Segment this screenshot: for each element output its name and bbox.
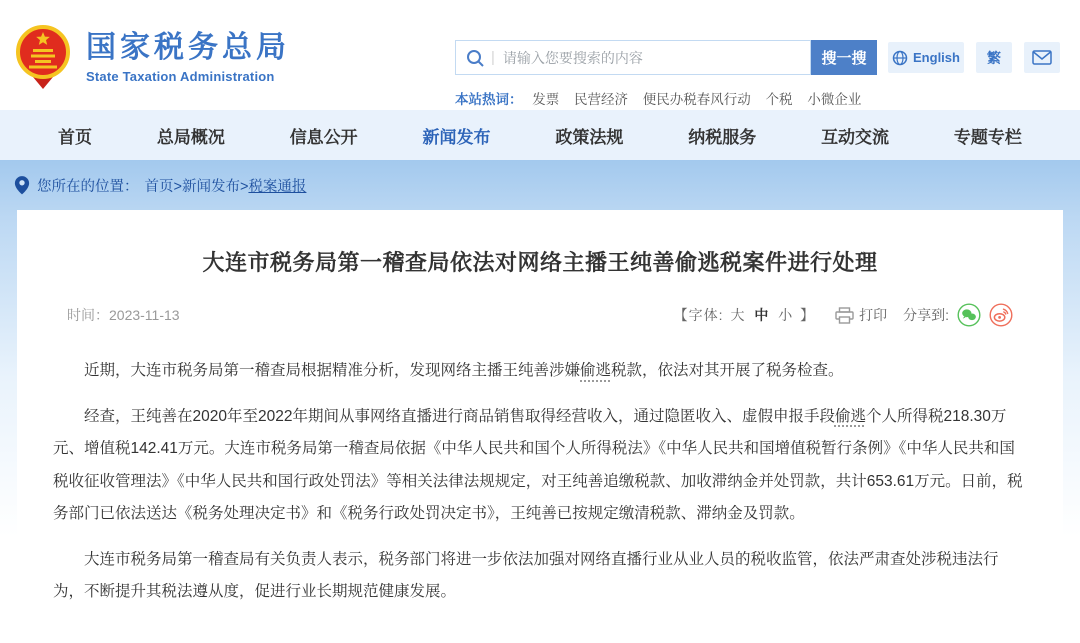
hot-word-link[interactable]: 发票 (532, 92, 560, 107)
traditional-chinese-button[interactable]: 繁 (976, 42, 1012, 73)
print-button[interactable] (835, 305, 887, 325)
article-paragraph: 近期，大连市税务局第一稽查局根据精准分析，发现网络主播王纯善涉嫌偷逃税款，依法对其开展了税务检查。 (84, 362, 844, 379)
breadcrumb-current[interactable]: 税案通报 (248, 178, 307, 195)
hot-word-link[interactable]: 小微企业 (807, 92, 862, 107)
font-widget-suffix: 】 (800, 307, 816, 323)
national-emblem-icon (14, 24, 72, 90)
hot-word-link[interactable]: 个税 (765, 92, 793, 107)
nav-item-tax-services[interactable]: 纳税服务 (688, 127, 757, 147)
location-pin-icon (14, 175, 30, 195)
globe-icon (892, 50, 908, 66)
article-body (53, 355, 1027, 609)
article-title: 大连市税务局第一稽查局依法对网络主播王纯善偷逃税案件进行处理 (202, 250, 878, 275)
nav-item-policies[interactable]: 政策法规 (555, 127, 624, 147)
date-value: 2023-11-13 (109, 307, 180, 323)
article-date (67, 305, 180, 325)
english-label: English (913, 50, 960, 65)
breadcrumb (0, 160, 1080, 210)
search-box[interactable] (455, 40, 811, 75)
font-size-medium-button[interactable]: 中 (754, 307, 770, 323)
site-subtitle: State Taxation Administration (86, 68, 275, 84)
site-logo[interactable] (14, 24, 290, 90)
font-widget-prefix: 【字体: (673, 307, 724, 323)
hot-word-link[interactable]: 民营经济 (574, 92, 629, 107)
search-input[interactable] (503, 50, 800, 66)
print-label: 打印 (859, 307, 888, 323)
nav-item-news[interactable]: 新闻发布 (422, 127, 491, 147)
nav-item-overview[interactable]: 总局概况 (156, 127, 225, 147)
site-header (0, 0, 1080, 110)
nav-item-interaction[interactable]: 互动交流 (821, 127, 890, 147)
article-paragraph: 大连市税务局第一稽查局有关负责人表示，税务部门将进一步依法加强对网络直播行业从业人员的税收监管，依法严肃查处涉税违法行为，不断提升其税法遵从度，促进行业长期规范健康发展。 (53, 550, 999, 601)
printer-icon (835, 307, 854, 324)
share-wechat-button[interactable] (957, 303, 981, 327)
nav-item-special-columns[interactable]: 专题专栏 (953, 127, 1022, 147)
page-body (0, 160, 1080, 643)
search-divider: | (491, 49, 495, 66)
time-label: 时间： (67, 307, 109, 323)
nav-item-home[interactable]: 首页 (58, 127, 92, 147)
share-label: 分享到: (903, 307, 949, 323)
nav-item-info-disclosure[interactable]: 信息公开 (289, 127, 358, 147)
english-language-button[interactable] (888, 42, 964, 73)
font-size-small-button[interactable]: 小 (778, 307, 794, 323)
search-button[interactable]: 搜一搜 (811, 40, 877, 75)
font-size-widget (674, 305, 815, 325)
weibo-icon (989, 303, 1013, 327)
article-meta-row (67, 303, 1013, 327)
font-size-large-button[interactable]: 大 (730, 307, 746, 323)
main-nav (0, 110, 1080, 160)
breadcrumb-label: 您所在的位置： (37, 178, 139, 195)
search-bar (455, 40, 877, 75)
search-icon (466, 49, 484, 67)
share-weibo-button[interactable] (989, 303, 1013, 327)
site-title: 国家税务总局 (86, 30, 290, 64)
wechat-icon (957, 303, 981, 327)
envelope-icon (1032, 50, 1052, 65)
hot-words-label: 本站热词： (455, 92, 523, 107)
article-card (17, 210, 1063, 643)
article-paragraph: 经查，王纯善在2020年至2022年期间从事网络直播进行商品销售取得经营收入，通过隐匿收入、虚假申报手段偷逃个人所得税218.30万元、增值税142.41万元。大连市税务局第一稽查局依据《中华人民共和国个人所得税法》《中华人民共和国增值税暂行条例》《中华人民共和国税收征收管理法》《中华人民共和国行政处罚法》等相关法律法规规定，对王纯善追缴税款、加收滞纳金并处罚款，共计653.61万元。日前，税务部门已依法送达《税务处理决定书》和《税务行政处罚决定书》，王纯善已按规定缴清税款、滞纳金及罚款。 (53, 407, 1023, 523)
hot-words (455, 88, 872, 108)
mail-button[interactable] (1024, 42, 1060, 73)
breadcrumb-path[interactable]: 首页>新闻发布> (144, 178, 249, 195)
hot-word-link[interactable]: 便民办税春风行动 (642, 92, 751, 107)
